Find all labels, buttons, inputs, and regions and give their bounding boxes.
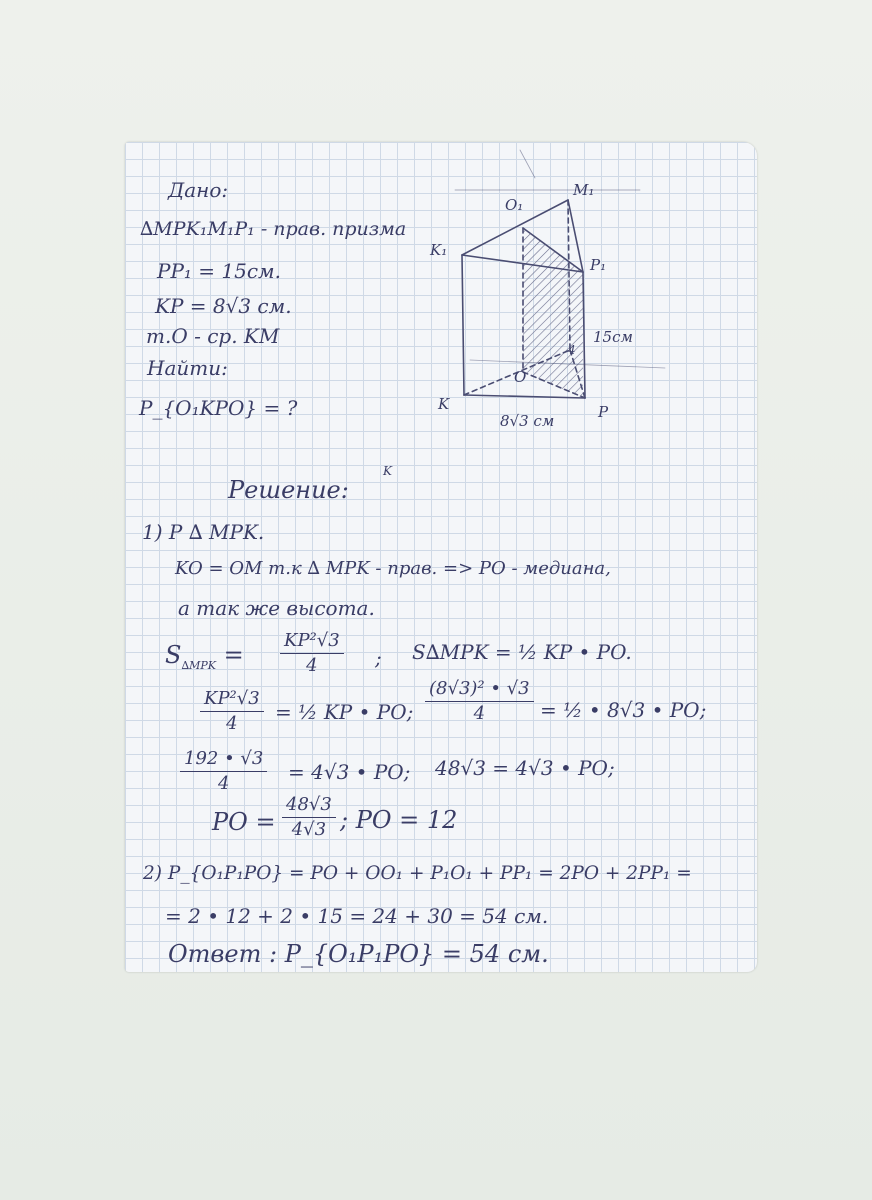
label-o1: O₁ — [505, 196, 524, 214]
eq3-mid: = 4√3 • PO; — [288, 760, 411, 784]
eq1-den: 4 — [306, 654, 318, 676]
eq2-right: = ½ • 8√3 • PO; — [540, 698, 707, 722]
label-o: O — [514, 368, 527, 386]
solution-heading: Решение: — [228, 476, 349, 504]
eq2-fraction-right: $\frac{\text{(8√3)² • √3}}{4}$ — [425, 680, 534, 724]
label-height: 15см — [593, 328, 633, 346]
eq4-left: PO = — [212, 808, 276, 836]
step2-line-2: = 2 • 12 + 2 • 15 = 24 + 30 = 54 см. — [165, 904, 549, 928]
given-line-1: ∆MPK₁M₁P₁ - прав. призма — [140, 218, 407, 240]
label-m1: M₁ — [573, 181, 595, 199]
hatched-section — [523, 228, 583, 398]
step1-line-1: KO = OM т.к ∆ MPK - прав. => PO - медиана, — [175, 558, 611, 579]
label-k1: K₁ — [430, 241, 448, 259]
eq3-fraction: $\frac{192 • √3}{4}$ — [180, 750, 267, 794]
given-line-4: т.О - ср. KM — [146, 324, 280, 348]
step1-line-2: а так же высота. — [178, 596, 375, 620]
eq4-right: ; PO = 12 — [340, 806, 458, 834]
find-heading: Найти: — [147, 356, 228, 380]
label-p: P — [598, 403, 609, 421]
eq4-fraction: $\frac{48√3}{4√3}$ — [282, 796, 336, 840]
eq1-num: KP²√3 — [280, 632, 344, 654]
label-k: K — [438, 395, 450, 413]
eq1-right: S∆MPK = ½ KP • PO. — [412, 640, 632, 664]
label-p1: P₁ — [590, 256, 607, 274]
eq3-right: 48√3 = 4√3 • PO; — [435, 756, 615, 780]
eq1-s: $S_{\Delta MPK}$ = — [165, 641, 244, 672]
given-line-2: PP₁ = 15см. — [157, 259, 281, 283]
given-line-3: KP = 8√3 см. — [155, 294, 292, 318]
given-heading: Дано: — [168, 178, 229, 202]
eq2-mid: = ½ KP • PO; — [275, 700, 414, 724]
step2-line-1: 2) P_{O₁P₁PO} = PO + OO₁ + P₁O₁ + PP₁ = 2PO + 2PP₁ = — [143, 863, 692, 884]
eq2-fraction-left: $\frac{\text{KP²√3}}{4}$ — [200, 690, 264, 734]
answer-line: Ответ : P_{O₁P₁PO} = 54 см. — [168, 940, 549, 968]
step1-heading: 1) Р ∆ MPK. — [142, 520, 265, 544]
find-line: P_{O₁KPO} = ? — [139, 396, 298, 420]
eq1-sep: ; — [375, 646, 382, 670]
eq1-fraction — [280, 632, 344, 676]
label-base: 8√3 см — [500, 412, 555, 430]
label-stray: K — [383, 464, 392, 478]
label-small: 4 — [568, 343, 576, 357]
